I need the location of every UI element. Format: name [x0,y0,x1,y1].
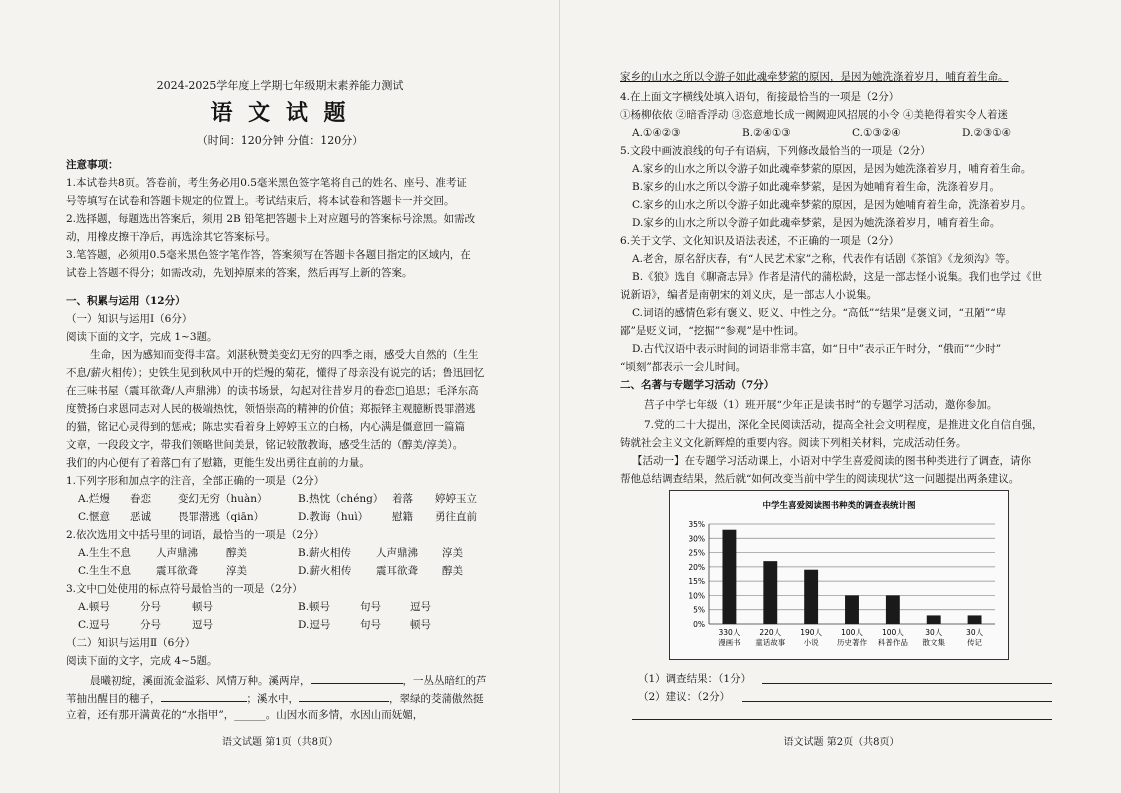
passage-text: ，翠绿的茭蒲傲然挺 [389,693,484,705]
option-text: 人声鼎沸 [376,547,418,559]
y-tick-label: 20% [688,562,705,572]
x-tick-label: 330人 [718,628,741,637]
x-tick-label: 漫画书 [718,638,741,647]
page-footer: 语文试题 第1页（共8页） [222,737,338,748]
option-b: B.家乡的山水之所以令游子如此魂牵梦萦，是因为她哺育着生命，洗涤着岁月。 [632,181,1001,193]
question-7: 7.党的二十大提出，深化全民阅读活动，提高全社会文明程度，是推进文化自信自强， [644,419,1043,431]
option-d: D.教诲（huì） [298,511,369,523]
passage-text: 晨曦初绽，溪面流金溢彩、风情万种。溪两岸， [90,675,311,687]
answer-2-blank-line[interactable] [632,708,1052,720]
option-a: A.老舍，原名舒庆春，有“人民艺术家”之称，代表作有话剧《茶馆》《龙须沟》等。 [632,253,1016,265]
passage-line: 立着，还有那开满黄花的“水指甲”，______。山因水而多情，水因山而妩媚， [66,709,424,721]
option-text: 句号 [360,619,381,631]
option-text: 震耳欲聋 [376,565,418,577]
notice-line: 2.选择题，每题选出答案后，须用 2B 铅笔把答题卡上对应题号的答案标号涂黑。如需改 [66,213,476,225]
notice-title: 注意事项： [66,159,119,171]
question-3: 3.文中□处使用的标点符号最恰当的一项是（2分） [66,583,303,595]
y-tick-label: 30% [688,534,705,544]
option-c: C.生生不息 [78,565,131,577]
option-b: B.热忱（chéng） [298,493,384,505]
question-6: 6.关于文学、文化知识及语法表述，不正确的一项是（2分） [620,235,900,247]
notice-line: 动，用橡皮擦干净后，再选涂其它答案标号。 [66,231,276,243]
option-text: 婷婷玉立 [435,493,477,505]
passage-text: ，一丛丛暗红的芦 [402,675,487,687]
option-d: D.薪火相传 [298,565,352,577]
y-tick-label: 0% [693,620,705,629]
option-a: A.家乡的山水之所以令游子如此魂牵梦萦的原因，是因为她洗涤着岁月，哺育着生命。 [632,163,1032,175]
option-text: 着落 [392,493,413,505]
passage-line: 不息/薪火相传）；史铁生见到秋风中开的烂熳的菊花，懂得了母亲没有说完的话；鲁迅回忆 [66,367,485,379]
passage-line: 生命，因为感知而变得丰富。刘湛秋赞美变幻无穷的四季之雨，感受大自然的（生生 [90,349,479,361]
bar-chart [669,490,1009,660]
passage-text: 苇抽出醒目的穗子， [66,693,161,705]
option-text: 畏罪潜逃（qiān） [178,511,265,523]
option-text: 句号 [360,601,381,613]
y-tick-label: 35% [688,520,705,529]
bar [804,570,818,624]
question-1: 1.下列字形和加点字的注音，全部正确的一项是（2分） [66,475,325,487]
bar [886,595,900,624]
bar [845,595,859,624]
option-text: 恶诚 [130,511,151,523]
subsection-heading: （二）知识与运用Ⅱ（6分） [66,637,196,649]
answer-2-label: （2）建议：（2分） [638,691,731,703]
x-tick-label: 散文集 [922,638,945,647]
notice-line: 3.笔答题，必须用0.5毫米黑色签字笔作答，答案须写在答题卡各题目指定的区域内，在 [66,249,471,261]
passage-line [90,672,487,688]
page-title: 语 文 试 题 [210,100,350,126]
option-text: 淳美 [442,547,463,559]
notice-line: 号等填写在试卷和答题卡规定的位置上。考试结束后，将本试卷和答题卡一并交回。 [66,195,455,207]
answer-2-blank[interactable] [742,690,1052,702]
option-b: B.②④①③ [742,127,791,139]
option-text: 顿号 [192,601,213,613]
x-tick-label: 传记 [967,638,983,647]
y-tick-label: 25% [688,548,705,558]
option-text: 顿号 [410,619,431,631]
option-text: 眷恋 [130,493,151,505]
x-tick-label: 100人 [881,628,904,637]
y-tick-label: 15% [688,577,705,587]
option-text: 震耳欲聋 [156,565,198,577]
option-a: A.烂熳 [78,493,110,505]
bar [763,561,777,624]
option-d-cont: “顷刻”都表示一会儿时间。 [620,361,747,373]
answer-1-blank[interactable] [762,672,1052,684]
option-c: C.惬意 [78,511,110,523]
section-heading: 二、名著与专题学习活动（7分） [620,379,775,391]
option-text: 慰籍 [392,511,413,523]
x-tick-label: 190人 [800,628,823,637]
option-text: 勇往直前 [435,511,477,523]
activity-1: 【活动一】在专题学习活动课上，小语对中学生喜爱阅读的图书种类进行了调查，请你 [632,455,1031,467]
passage-line: 在三味书屋（震耳欲聋/人声鼎沸）的读书场景，勾起对往昔岁月的眷恋□追思；毛泽东高 [66,385,479,397]
x-tick-label: 童话故事 [755,638,786,647]
activity-intro: 莒子中学七年级（1）班开展“少年正是读书时”的专题学习活动，邀你参加。 [644,399,998,411]
option-c: C.家乡的山水之所以令游子如此魂牵梦萦的原因，是因为她哺育着生命，洗涤着岁月。 [632,199,1032,211]
notice-line: 试卷上答题不得分；如需改动，先划掉原来的答案，然后再写上新的答案。 [66,267,413,279]
option-a: A.顿号 [78,601,110,613]
option-d: D.家乡的山水之所以令游子如此魂牵梦萦，是因为她洗涤着岁月，哺育着生命。 [632,217,1001,229]
option-d: D.古代汉语中表示时间的词语非常丰富，如“日中”表示正午时分，“俄而”“少时” [632,343,1002,355]
bar [722,530,736,624]
option-c: C.逗号 [78,619,110,631]
question-5: 5.文段中画波浪线的句子有语病，下列修改最恰当的一项是（2分） [620,145,931,157]
section-heading: 一、积累与运用（12分） [66,295,186,307]
option-d: D.②③①④ [962,127,1012,139]
option-text: 醇美 [442,565,463,577]
passage-line: 的猫，铭记心灵得到的惩戒；陈忠实看着身上婷婷玉立的白杨，内心满是僵意回一篇篇 [66,421,465,433]
option-b: B.顿号 [298,601,331,613]
passage-line [66,690,484,706]
question-2: 2.依次选用文中括号里的词语，最恰当的一项是（2分） [66,529,325,541]
x-tick-label: 历史著作 [837,638,867,647]
bar [968,615,982,624]
option-text: 变幻无穷（huàn） [178,493,268,505]
question-4: 4.在上面文字横线处填入语句，衔接最恰当的一项是（2分） [620,91,900,103]
option-c: C.①③②④ [852,127,901,139]
fill-blank[interactable] [161,690,247,702]
passage-line: 文章，一段段文字，带我们领略世间美景，铭记较散教诲，感受生活的（醇美/淳美）。 [66,439,464,451]
page-1 [0,0,560,793]
option-b-cont: 说新语》，编者是南朝宋的刘义庆，是一部志人小说集。 [620,289,878,301]
time-score: （时间：120分钟 分值：120分） [196,134,364,147]
fill-blank[interactable] [299,690,389,702]
option-text: 分号 [140,619,161,631]
option-text: 人声鼎沸 [156,547,198,559]
y-tick-label: 10% [688,591,705,601]
option-text: 逗号 [410,601,431,613]
answer-1-label: （1）调查结果：（1分） [638,673,752,685]
option-c-cont: 鄙”是贬义词，“挖掘”“参观”是中性词。 [620,325,805,337]
fill-blank[interactable] [311,672,403,684]
page-2 [562,0,1121,793]
option-d: D.逗号 [298,619,331,631]
question-7-cont: 铸就社会主义文化新辉煌的重要内容。阅读下列相关材料，完成活动任务。 [620,437,967,449]
wavy-sentence: 家乡的山水之所以令游子如此魂牵梦萦的原因，是因为她洗涤着岁月，哺育着生命。 [620,71,1009,83]
subsection-heading: （一）知识与运用Ⅰ（6分） [66,313,193,325]
page-footer: 语文试题 第2页（共8页） [783,737,900,748]
x-tick-label: 30人 [966,628,984,637]
activity-1-cont: 帮他总结调查结果，然后就“如何改变当前中学生的阅读现状”这一问题提出两条建议。 [620,473,1020,485]
x-tick-label: 科普作品 [877,638,908,647]
bar [927,615,941,624]
option-a: A.①④②③ [632,127,681,139]
option-text: 分号 [140,601,161,613]
exam-header: 2024-2025学年度上学期七年级期末素养能力测试 [156,79,404,92]
x-tick-label: 100人 [841,628,863,637]
option-b: B.《狼》选自《聊斋志异》作者是清代的蒲松龄，这是一部志怪小说集。我们也学过《世 [632,271,1043,283]
reading-instruction: 阅读下面的文字，完成 1~3题。 [66,331,218,343]
passage-line: 度赞扬白求恩同志对人民的极端热忱，领悟崇高的精神的价值；郑振铎主观臆断畏罪潜逃 [66,403,476,415]
page-divider [559,0,560,793]
reading-instruction: 阅读下面的文字，完成 4~5题。 [66,655,218,667]
passage-text: ；溪水中， [246,693,299,705]
option-b: B.薪火相传 [298,547,352,559]
x-tick-label: 小说 [803,638,819,647]
q4-items: ①杨柳依依 ②暗香浮动 ③恣意地长成一阙阙迎风招展的小令 ④美艳得着实令人着迷 [620,109,1009,121]
option-c: C.词语的感情色彩有褒义、贬义、中性之分。“高低”“结果”是褒义词，“丑陋”“卑 [632,307,1007,319]
passage-line: 我们的内心便有了着落□有了慰籍，更能生发出勇往直前的力量。 [66,457,370,469]
option-text: 逗号 [192,619,213,631]
notice-line: 1.本试卷共8页。答卷前，考生务必用0.5毫米黑色签字笔将自己的姓名、座号、准考证 [66,177,467,189]
x-tick-label: 30人 [925,628,943,637]
x-tick-label: 220人 [759,628,782,637]
option-text: 淳美 [226,565,247,577]
option-text: 醇美 [226,547,247,559]
chart-title: 中学生喜爱阅读图书种类的调查表统计图 [762,501,916,511]
option-a: A.生生不息 [78,547,131,559]
y-tick-label: 5% [693,605,705,615]
